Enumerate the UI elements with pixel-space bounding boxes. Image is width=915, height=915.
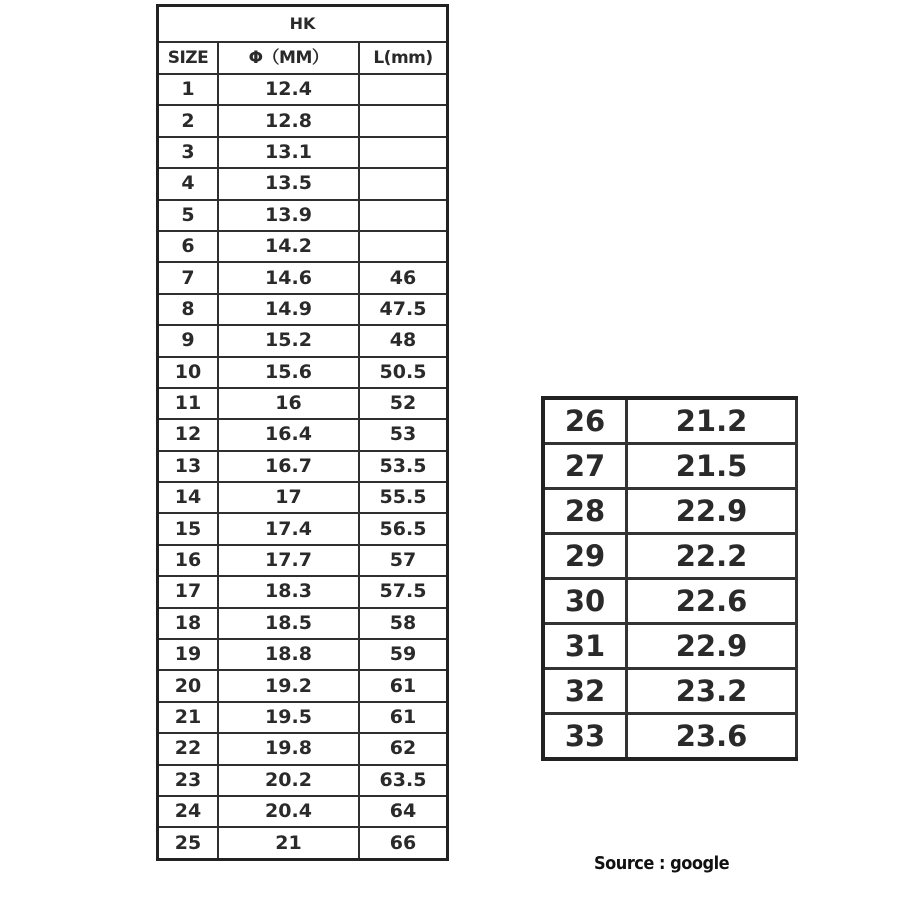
continuation-table	[541, 396, 798, 761]
cell-diameter: 12.8	[218, 105, 359, 136]
cell-size: 30	[543, 579, 627, 624]
cell-diameter: 16.4	[218, 419, 359, 450]
cell-size: 13	[158, 451, 219, 482]
table-row	[158, 670, 448, 701]
cell-diameter: 22.6	[627, 579, 797, 624]
cell-length	[359, 200, 448, 231]
cell-size: 19	[158, 639, 219, 670]
cell-length: 53	[359, 419, 448, 450]
source-caption: Source : google	[594, 853, 730, 874]
cell-size: 10	[158, 357, 219, 388]
cell-length: 62	[359, 733, 448, 764]
cell-size: 27	[543, 444, 627, 489]
cell-diameter: 16	[218, 388, 359, 419]
cell-diameter: 14.9	[218, 294, 359, 325]
cell-size: 31	[543, 624, 627, 669]
cell-size: 25	[158, 827, 219, 859]
cell-size: 22	[158, 733, 219, 764]
cell-size: 33	[543, 714, 627, 760]
cell-diameter: 23.2	[627, 669, 797, 714]
cell-size: 15	[158, 513, 219, 544]
cell-diameter: 21.5	[627, 444, 797, 489]
cell-size: 11	[158, 388, 219, 419]
table-row	[158, 105, 448, 136]
table-row	[543, 489, 797, 534]
cell-length: 56.5	[359, 513, 448, 544]
cell-size: 18	[158, 608, 219, 639]
cell-size: 3	[158, 137, 219, 168]
table-row	[158, 168, 448, 199]
cell-diameter: 16.7	[218, 451, 359, 482]
cell-size: 20	[158, 670, 219, 701]
cell-size: 1	[158, 74, 219, 105]
cell-size: 32	[543, 669, 627, 714]
cell-diameter: 17.7	[218, 545, 359, 576]
cell-diameter: 18.3	[218, 576, 359, 607]
cell-diameter: 19.8	[218, 733, 359, 764]
table-row	[543, 444, 797, 489]
table-row	[158, 733, 448, 764]
cell-size: 6	[158, 231, 219, 262]
header-length: L(mm)	[359, 42, 448, 74]
table-row	[158, 765, 448, 796]
table-row	[158, 451, 448, 482]
cell-length	[359, 74, 448, 105]
table-row	[158, 388, 448, 419]
header-diameter: Φ（MM）	[218, 42, 359, 74]
cell-diameter: 14.6	[218, 262, 359, 293]
cell-size: 7	[158, 262, 219, 293]
cell-length: 63.5	[359, 765, 448, 796]
cell-diameter: 22.9	[627, 624, 797, 669]
cell-size: 12	[158, 419, 219, 450]
cell-size: 29	[543, 534, 627, 579]
cell-diameter: 15.6	[218, 357, 359, 388]
cell-length: 61	[359, 670, 448, 701]
table-row	[158, 357, 448, 388]
table-row	[543, 398, 797, 444]
cell-size: 9	[158, 325, 219, 356]
table-row	[158, 827, 448, 859]
cell-length: 61	[359, 702, 448, 733]
table-row	[543, 714, 797, 760]
cell-diameter: 20.4	[218, 796, 359, 827]
table-row	[158, 74, 448, 105]
cell-diameter: 13.1	[218, 137, 359, 168]
header-size: SIZE	[158, 42, 219, 74]
table-row	[543, 669, 797, 714]
table-row	[158, 608, 448, 639]
cell-diameter: 18.5	[218, 608, 359, 639]
cell-diameter: 13.9	[218, 200, 359, 231]
table-title: HK	[158, 6, 448, 43]
cell-length: 53.5	[359, 451, 448, 482]
cell-size: 2	[158, 105, 219, 136]
cell-length	[359, 168, 448, 199]
cell-size: 4	[158, 168, 219, 199]
cell-diameter: 19.5	[218, 702, 359, 733]
cell-length	[359, 137, 448, 168]
cell-length: 50.5	[359, 357, 448, 388]
table-row	[158, 262, 448, 293]
cell-diameter: 17	[218, 482, 359, 513]
table-row	[158, 576, 448, 607]
table-row	[158, 796, 448, 827]
continuation-table-crop	[541, 396, 798, 772]
table-row	[158, 294, 448, 325]
table-row	[543, 624, 797, 669]
cell-diameter: 22.2	[627, 534, 797, 579]
table-row	[543, 579, 797, 624]
cell-diameter: 13.5	[218, 168, 359, 199]
table-row	[543, 534, 797, 579]
cell-length: 59	[359, 639, 448, 670]
cell-size: 16	[158, 545, 219, 576]
cell-diameter: 12.4	[218, 74, 359, 105]
cell-length: 66	[359, 827, 448, 859]
table-row	[158, 325, 448, 356]
cell-diameter: 23.6	[627, 714, 797, 760]
cell-diameter: 18.8	[218, 639, 359, 670]
cell-diameter: 15.2	[218, 325, 359, 356]
table-row	[158, 419, 448, 450]
cell-length: 64	[359, 796, 448, 827]
cell-size: 24	[158, 796, 219, 827]
cell-size: 8	[158, 294, 219, 325]
table-row	[158, 231, 448, 262]
cell-size: 26	[543, 398, 627, 444]
cell-size: 14	[158, 482, 219, 513]
cell-size: 17	[158, 576, 219, 607]
cell-diameter: 19.2	[218, 670, 359, 701]
table-row	[158, 482, 448, 513]
cell-length: 57.5	[359, 576, 448, 607]
cell-length: 58	[359, 608, 448, 639]
cell-diameter: 22.9	[627, 489, 797, 534]
table-row	[158, 200, 448, 231]
cell-length: 46	[359, 262, 448, 293]
cell-diameter: 20.2	[218, 765, 359, 796]
cell-length	[359, 105, 448, 136]
hk-size-table	[156, 4, 449, 861]
cell-diameter: 21	[218, 827, 359, 859]
table-row	[158, 513, 448, 544]
table-row	[158, 545, 448, 576]
table-row	[158, 639, 448, 670]
cell-size: 23	[158, 765, 219, 796]
cell-length: 55.5	[359, 482, 448, 513]
cell-diameter: 14.2	[218, 231, 359, 262]
table-row	[158, 702, 448, 733]
cell-size: 5	[158, 200, 219, 231]
cell-diameter: 17.4	[218, 513, 359, 544]
cell-size: 21	[158, 702, 219, 733]
table-row	[158, 137, 448, 168]
cell-length: 48	[359, 325, 448, 356]
cell-length: 57	[359, 545, 448, 576]
cell-length: 47.5	[359, 294, 448, 325]
cell-diameter: 21.2	[627, 398, 797, 444]
cell-length	[359, 231, 448, 262]
cell-size: 28	[543, 489, 627, 534]
cell-length: 52	[359, 388, 448, 419]
